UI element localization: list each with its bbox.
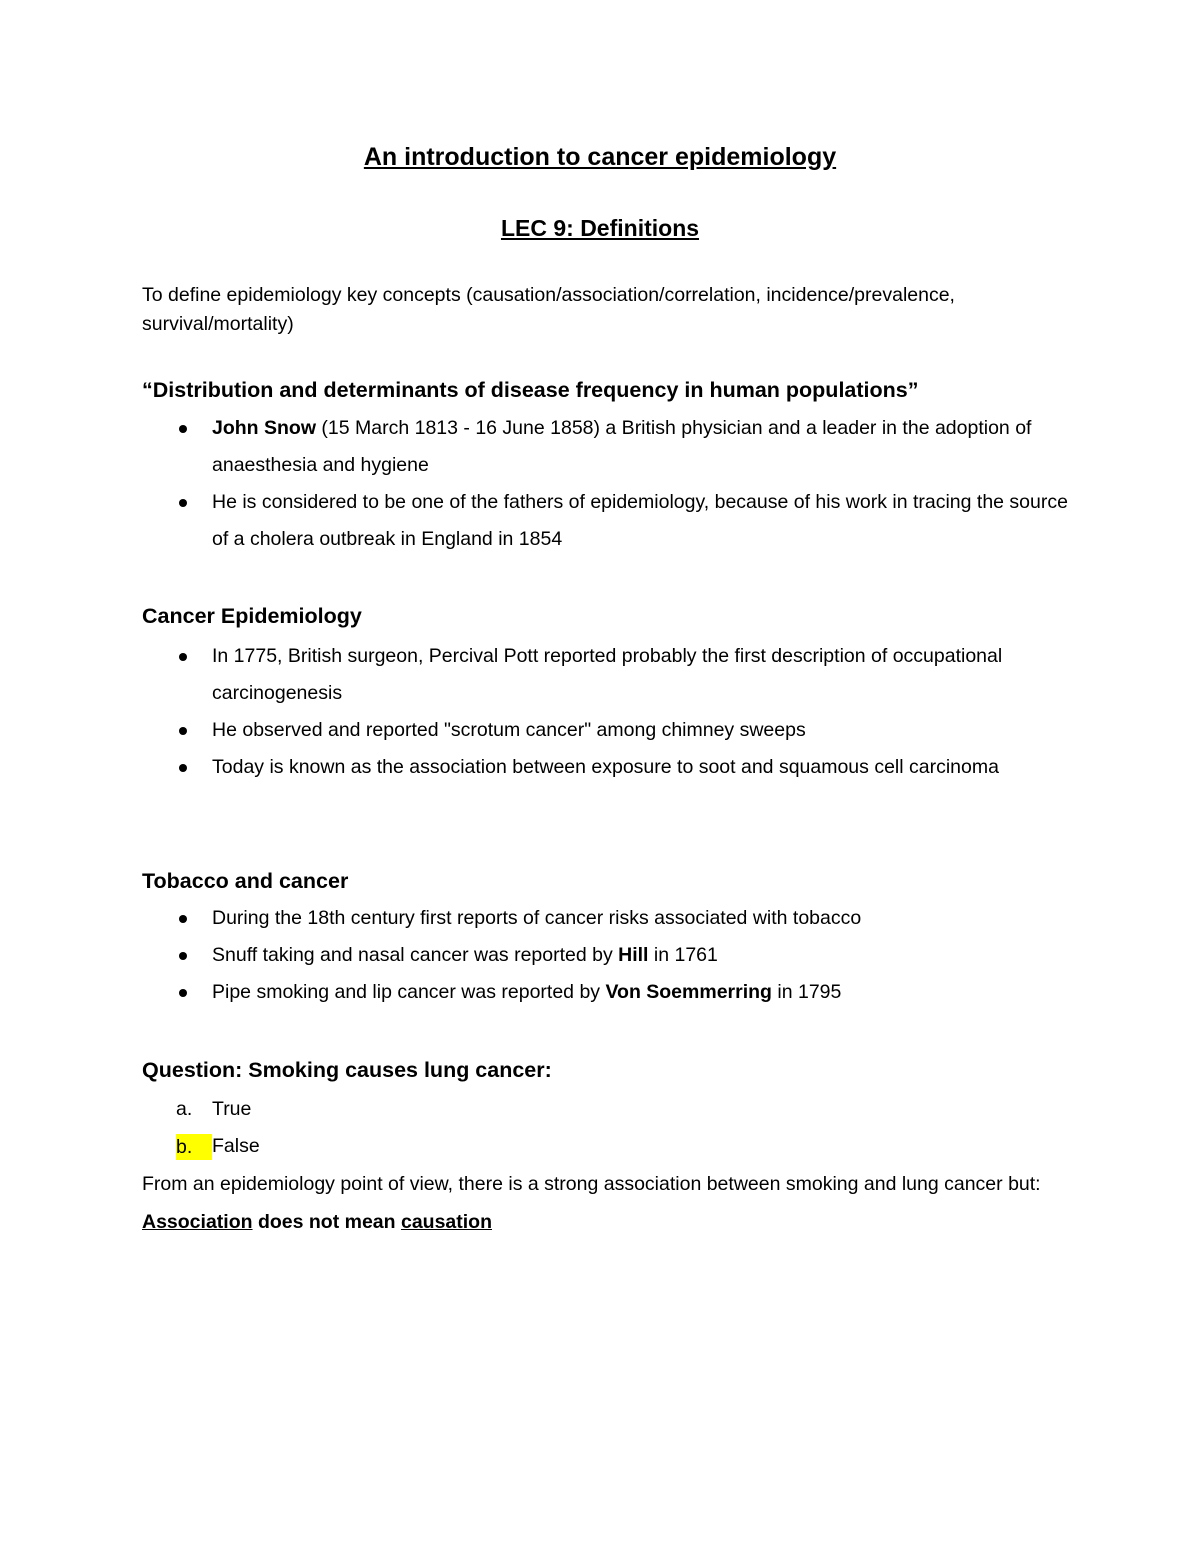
option-label: True — [212, 1098, 252, 1120]
list-item — [142, 638, 1072, 712]
lecture-subtitle: LEC 9: Definitions — [500, 215, 700, 241]
list-item — [142, 712, 1072, 749]
bold-name: Hill — [618, 944, 649, 966]
conclusion-middle: does not mean — [252, 1211, 401, 1233]
list-item-text: He is considered to be one of the fathers of epidemiology, because of his work in tracing the source of a cholera outbreak in England in 1854 — [212, 491, 1068, 550]
list-item-text: in 1795 — [771, 981, 842, 1003]
bullet-icon — [179, 425, 187, 433]
answer-option-true — [142, 1091, 260, 1128]
conclusion-paragraph — [142, 1165, 1072, 1241]
list-item — [142, 410, 1072, 484]
bullet-icon — [179, 915, 187, 923]
bold-name: John Snow — [212, 417, 316, 439]
tobacco-bullet-list — [142, 900, 1072, 1011]
list-item-text: Pipe smoking and lip cancer was reported by — [212, 981, 606, 1003]
definition-heading: “Distribution and determinants of disease frequency in human populations” — [142, 378, 919, 402]
list-item-text: During the 18th century first reports of cancer risks associated with tobacco — [212, 907, 862, 929]
answer-options-list — [142, 1091, 260, 1165]
option-marker: a. — [176, 1098, 193, 1120]
tobacco-heading: Tobacco and cancer — [142, 869, 349, 893]
list-item — [142, 974, 1072, 1011]
definition-bullet-list — [142, 410, 1072, 558]
list-item — [142, 900, 1072, 937]
cancer-epidemiology-heading: Cancer Epidemiology — [142, 604, 362, 628]
cancer-bullet-list — [142, 638, 1072, 786]
causation-term: causation — [400, 1211, 493, 1233]
bullet-icon — [179, 499, 187, 507]
list-item — [142, 484, 1072, 558]
document-title: An introduction to cancer epidemiology — [363, 143, 837, 171]
list-item-text: In 1775, British surgeon, Percival Pott reported probably the first description of occupational carcinogenesis — [212, 645, 1003, 704]
list-item-text: Today is known as the association between exposure to soot and squamous cell carcinoma — [212, 756, 999, 778]
option-marker-highlighted: b. — [176, 1134, 212, 1160]
list-item-text: (15 March 1813 - 16 June 1858) a British physician and a leader in the adoption of anaesthesia and hygiene — [212, 417, 1032, 476]
bullet-icon — [179, 653, 187, 661]
intro-paragraph: To define epidemiology key concepts (causation/association/correlation, incidence/prevalence, survival/mortality) — [142, 284, 955, 335]
bullet-icon — [179, 764, 187, 772]
conclusion-text: From an epidemiology point of view, there is a strong association between smoking and lung cancer but: — [142, 1173, 1041, 1195]
option-label: False — [212, 1135, 260, 1157]
bullet-icon — [179, 989, 187, 997]
bold-name: Von Soemmerring — [605, 981, 772, 1003]
list-item-text: Snuff taking and nasal cancer was reported by — [212, 944, 619, 966]
list-item — [142, 749, 1072, 786]
association-term: Association — [142, 1211, 253, 1233]
list-item-text: in 1761 — [648, 944, 718, 966]
bullet-icon — [179, 727, 187, 735]
bullet-icon — [179, 952, 187, 960]
list-item-text: He observed and reported "scrotum cancer" among chimney sweeps — [212, 719, 806, 741]
question-heading: Question: Smoking causes lung cancer: — [142, 1058, 552, 1082]
list-item — [142, 937, 1072, 974]
answer-option-false — [142, 1128, 260, 1165]
